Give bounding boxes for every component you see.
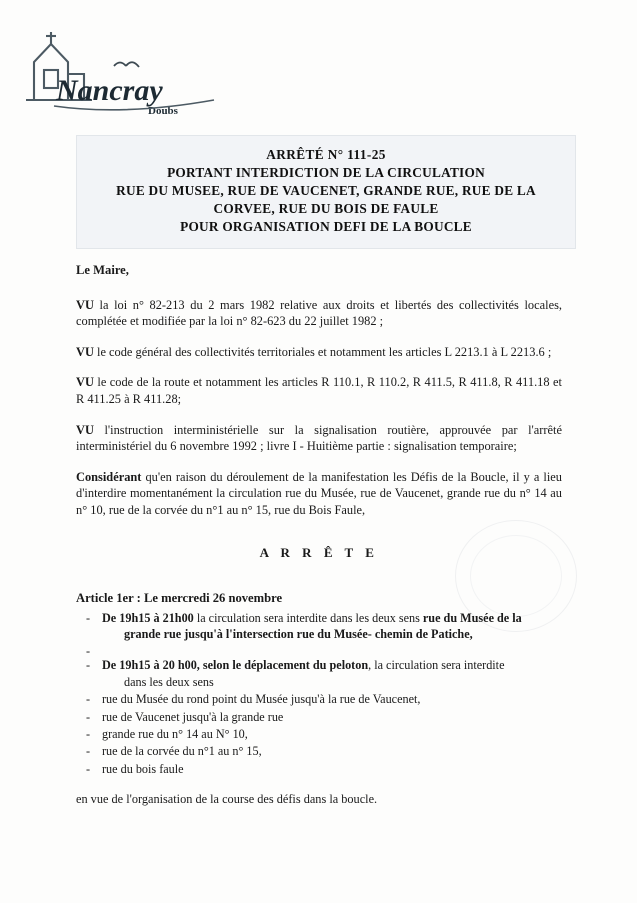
item-6-text: rue de la corvée du n°1 au n° 15, <box>102 744 262 759</box>
logo-department-name: Doubs <box>148 105 178 117</box>
visa-2-text: le code général des collectivités territoriales et notamment les articles L 2213.1 à L 2213.6 ; <box>93 344 552 359</box>
item-4-text: rue de Vaucenet jusqu'à la grande rue <box>102 709 284 724</box>
visa-2-label: VU <box>76 344 94 359</box>
list-item <box>76 691 562 707</box>
list-item <box>76 610 562 643</box>
item-2-text: , la circulation sera interdite <box>368 658 505 673</box>
visa-4-text: l'instruction interministérielle sur la signalisation routière, approuvée par l'arrêté interministériel du 6 novembre 1992 ; livre I - Huitième partie : signalisation temporaire; <box>76 422 562 454</box>
visa-1-text: la loi n° 82-213 du 2 mars 1982 relative aux droits et libertés des collectivités locales, complétée et modifiée par la loi n° 82-623 du 22 juillet 1982 ; <box>76 297 562 329</box>
item-1-street: rue du Musée de la <box>422 610 522 625</box>
considerant-text: qu'en raison du déroulement de la manifestation les Défis de la Boucle, il y a lieu d'interdire momentanément la circulation rue du Musée, rue de Vaucenet, grande rue du n° 14 au n° 10, rue de la corvée du n°1 au n° 15, rue du Bois Faule, <box>76 469 562 517</box>
article-1-title: Article 1er : Le mercredi 26 novembre <box>76 590 283 605</box>
visa-4 <box>76 422 562 455</box>
title-line-3: RUE DU MUSEE, RUE DE VAUCENET, GRANDE RUE, RUE DE LA <box>116 183 536 198</box>
visa-2 <box>76 344 562 361</box>
list-item <box>76 709 562 725</box>
signatory-lead: Le Maire, <box>76 263 129 277</box>
document-body <box>76 262 562 808</box>
logo-town-name: Nancray <box>56 74 163 107</box>
item-2-continuation: dans les deux sens <box>124 674 214 689</box>
arrete-title-box <box>76 135 576 249</box>
arrete-heading: A R R Ê T E <box>259 544 379 560</box>
closing-paragraph: en vue de l'organisation de la course des défis dans la boucle. <box>76 792 378 807</box>
item-1-text: la circulation sera interdite dans les deux sens <box>193 610 423 625</box>
visa-1 <box>76 297 562 330</box>
visa-4-label: VU <box>76 422 94 437</box>
item-5-text: grande rue du n° 14 au N° 10, <box>102 726 248 741</box>
visa-3 <box>76 374 562 407</box>
list-item <box>76 726 562 742</box>
considerant-label: Considérant <box>76 469 142 484</box>
title-line-2: PORTANT INTERDICTION DE LA CIRCULATION <box>167 165 485 180</box>
list-item <box>76 761 562 777</box>
list-item <box>76 743 562 759</box>
visa-3-text: le code de la route et notamment les articles R 110.1, R 110.2, R 411.5, R 411.8, R 411.18 et R 411.25 à R 411.28; <box>76 375 562 406</box>
church-tower-icon <box>18 22 248 122</box>
title-line-1: ARRÊTÉ N° 111-25 <box>266 147 386 162</box>
considerant-paragraph <box>76 469 562 519</box>
visa-3-label: VU <box>76 375 94 390</box>
title-line-4: CORVEE, RUE DU BOIS DE FAULE <box>213 201 439 216</box>
item-2-time: De 19h15 à 20 h00, selon le déplacement du peloton <box>102 658 369 673</box>
item-1-time: De 19h15 à 21h00 <box>102 610 194 625</box>
list-item <box>76 657 562 690</box>
article-1-items <box>76 610 562 778</box>
title-line-5: POUR ORGANISATION DEFI DE LA BOUCLE <box>180 219 472 234</box>
item-3-text: rue du Musée du rond point du Musée jusqu'à la rue de Vaucenet, <box>102 692 421 707</box>
town-logo <box>18 22 248 122</box>
visa-1-label: VU <box>76 297 94 312</box>
list-item-spacer <box>76 643 562 656</box>
item-1-continuation: grande rue jusqu'à l'intersection rue du Musée- chemin de Patiche, <box>124 626 473 641</box>
birds-icon <box>114 62 139 67</box>
item-7-text: rue du bois faule <box>102 761 184 776</box>
